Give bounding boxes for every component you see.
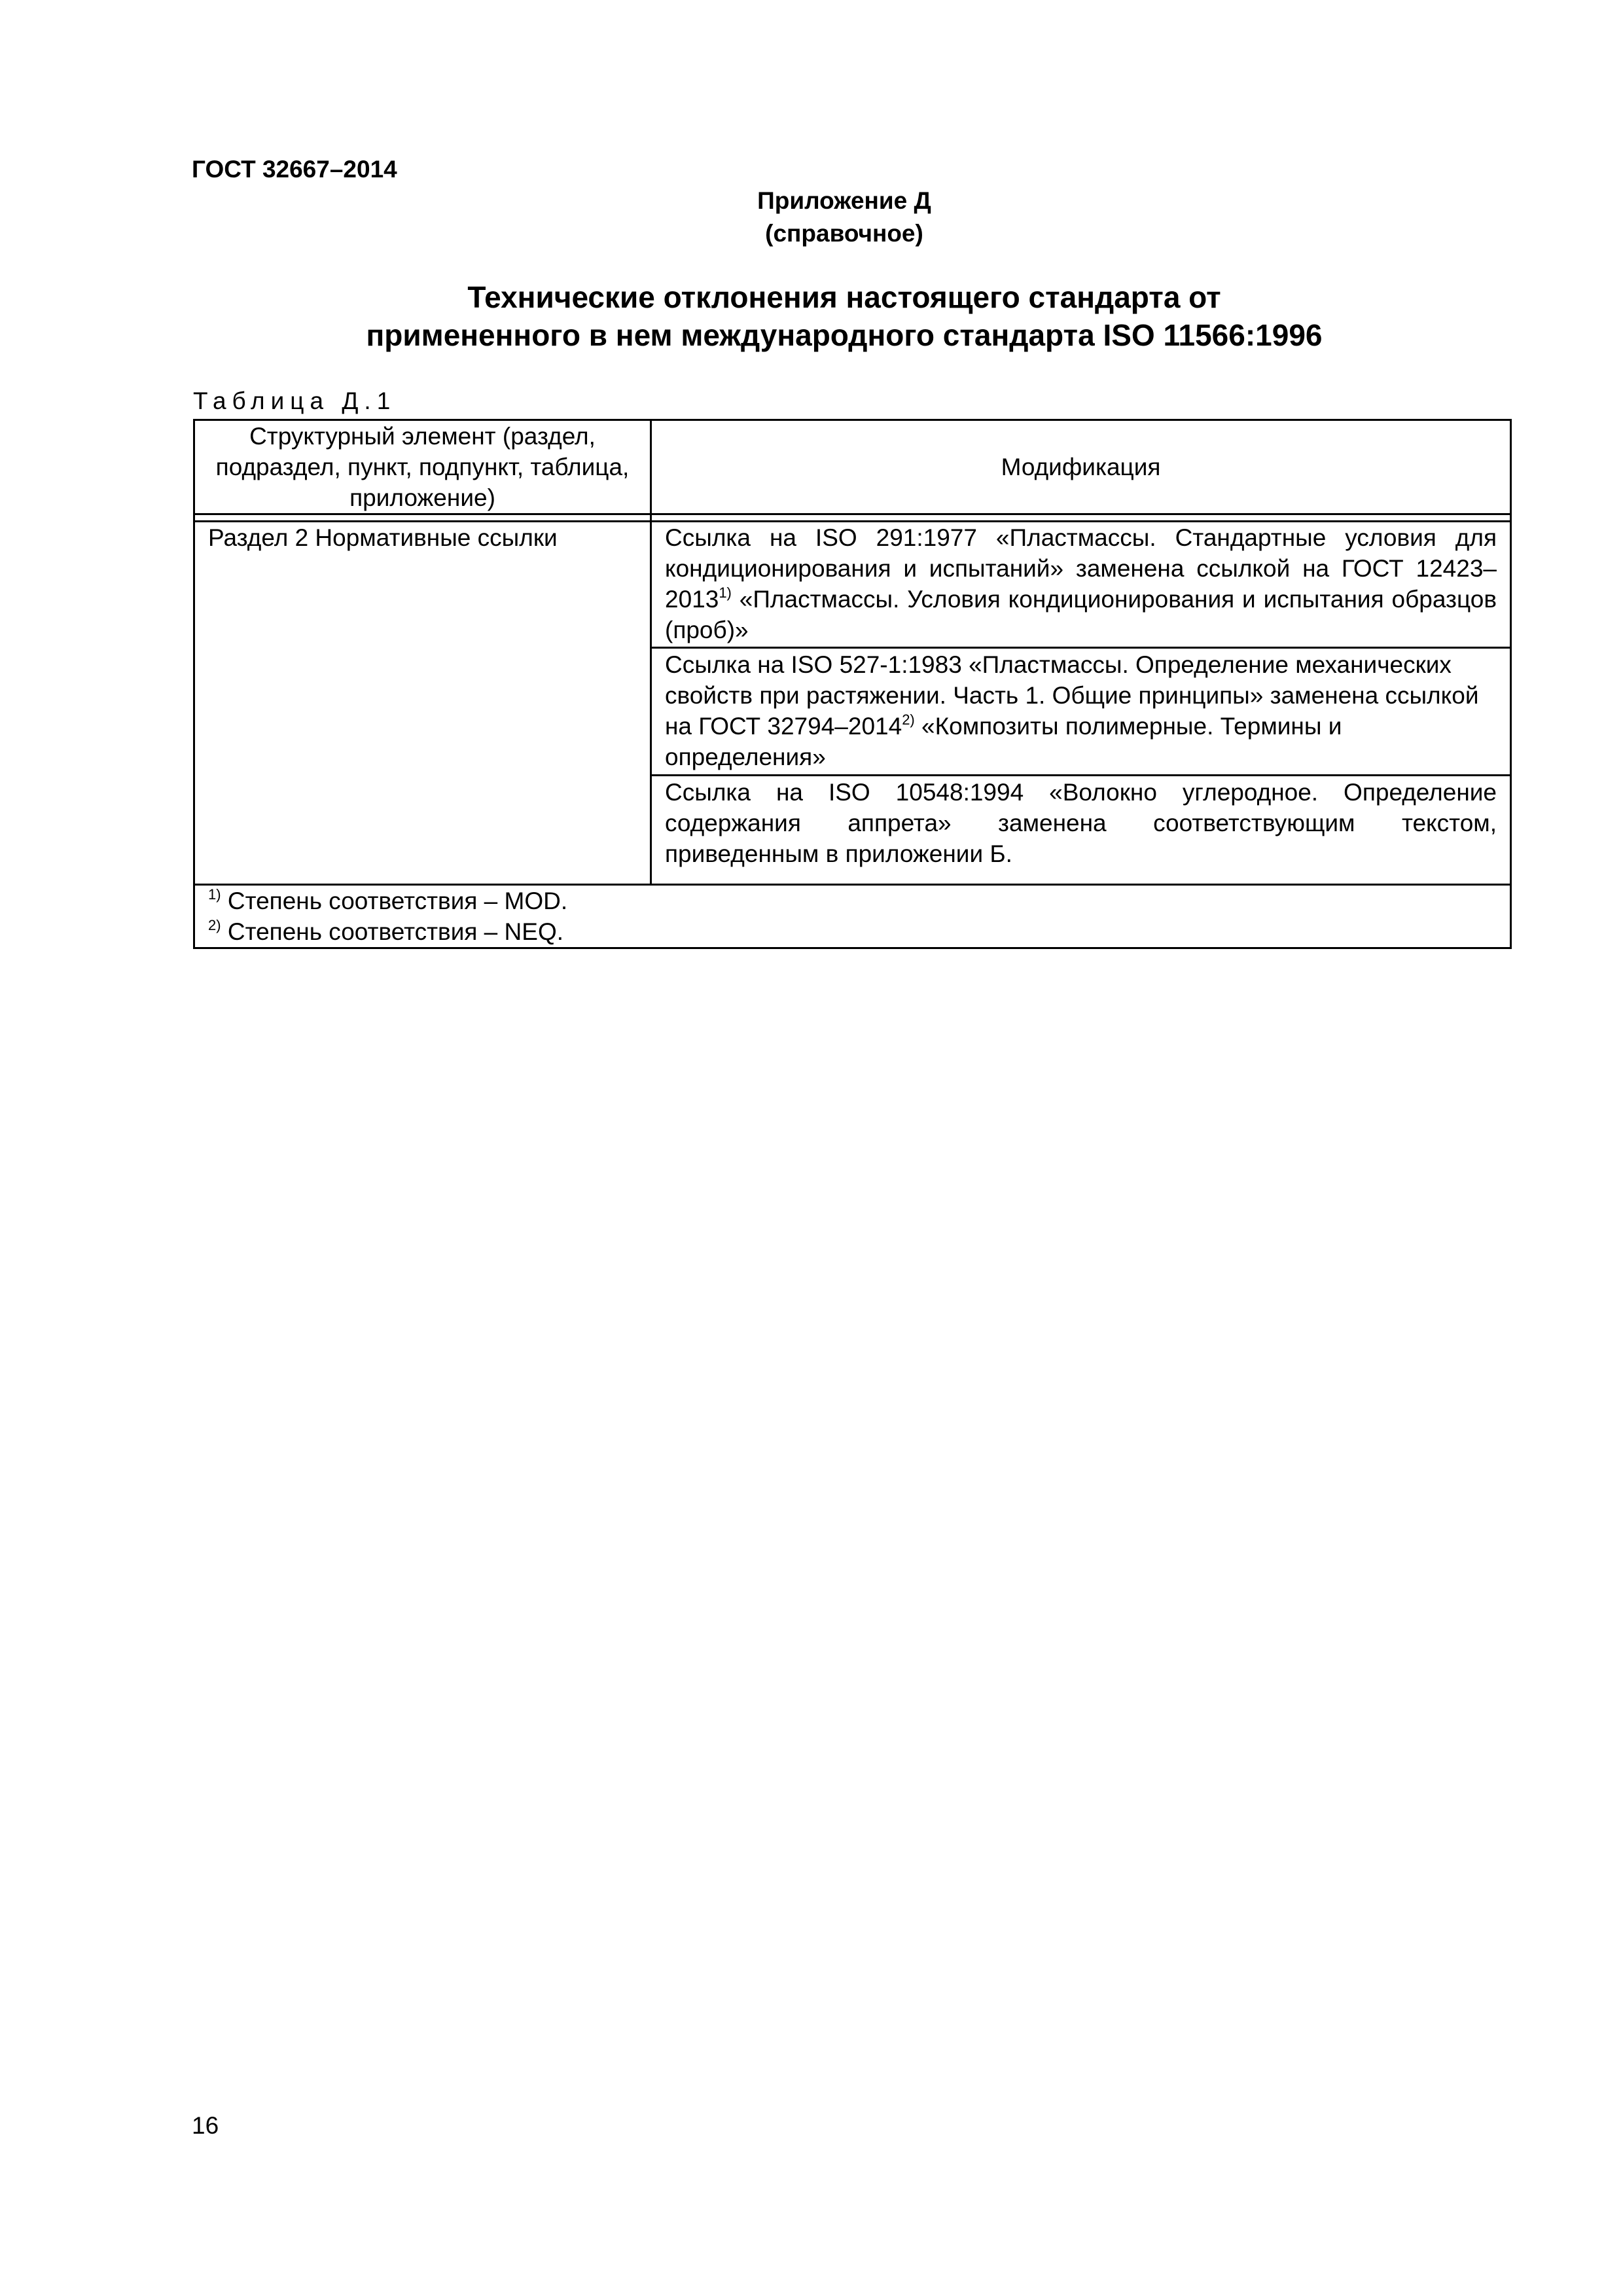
page-number: 16: [192, 2112, 219, 2139]
modification-text: Ссылка на ISO 527-1:1983 «Пластмассы. Определение механических свойств при растяжении. Часть 1. Общие принципы» заменена ссылкой на ГОСТ 32794–2014: [665, 651, 1479, 740]
title-line-1: Технические отклонения настоящего стандарта от: [467, 280, 1221, 314]
column-header-structural-element: Структурный элемент (раздел, подраздел, пункт, подпункт, таблица, приложение): [215, 423, 630, 511]
footnote-mark: 1): [208, 886, 221, 903]
column-header-modification: Модификация: [1001, 454, 1161, 480]
modification-text: «Композиты полимерные. Термины и определения»: [665, 713, 1342, 770]
modification-text: «Пластмассы. Условия кондиционирования и испытания образцов (проб)»: [665, 586, 1497, 643]
modification-cell: [665, 649, 1497, 772]
footnote-text: Степень соответствия – NEQ.: [221, 918, 564, 945]
modification-cell: [665, 522, 1497, 645]
footnote: [208, 916, 1452, 947]
title-line-2: примененного в нем международного стандарта ISO 11566:1996: [366, 318, 1323, 352]
footnote-mark: 1): [719, 584, 732, 601]
appendix-kind: (справочное): [765, 220, 923, 247]
table-footnotes: [208, 886, 1452, 947]
footnote: [208, 886, 1452, 916]
appendix-label: Приложение Д: [757, 187, 931, 214]
document-code: ГОСТ 32667–2014: [192, 156, 397, 183]
header-divider-top: [195, 513, 1510, 515]
deviations-table: [193, 419, 1512, 949]
row-divider: [652, 647, 1510, 649]
footnote-mark: 2): [208, 917, 221, 933]
row-divider: [652, 774, 1510, 776]
page-title: [0, 278, 1623, 354]
modification-cell: [665, 777, 1497, 869]
footnote-text: Степень соответствия – MOD.: [221, 888, 568, 914]
section-cell: Раздел 2 Нормативные ссылки: [208, 524, 558, 551]
modification-text: Ссылка на ISO 10548:1994 «Волокно углеродное. Определение содержания аппрета» заменена соответствующим текстом, приведенным в приложении Б.: [665, 779, 1497, 867]
modification-text: Ссылка на ISO 291:1977 «Пластмассы. Стандартные условия для кондиционирования и испытаний» заменена ссылкой на ГОСТ 12423–2013: [665, 524, 1497, 613]
appendix-heading: [0, 185, 1623, 250]
footnote-mark: 2): [902, 711, 915, 728]
table-caption: Таблица Д.1: [193, 387, 397, 414]
